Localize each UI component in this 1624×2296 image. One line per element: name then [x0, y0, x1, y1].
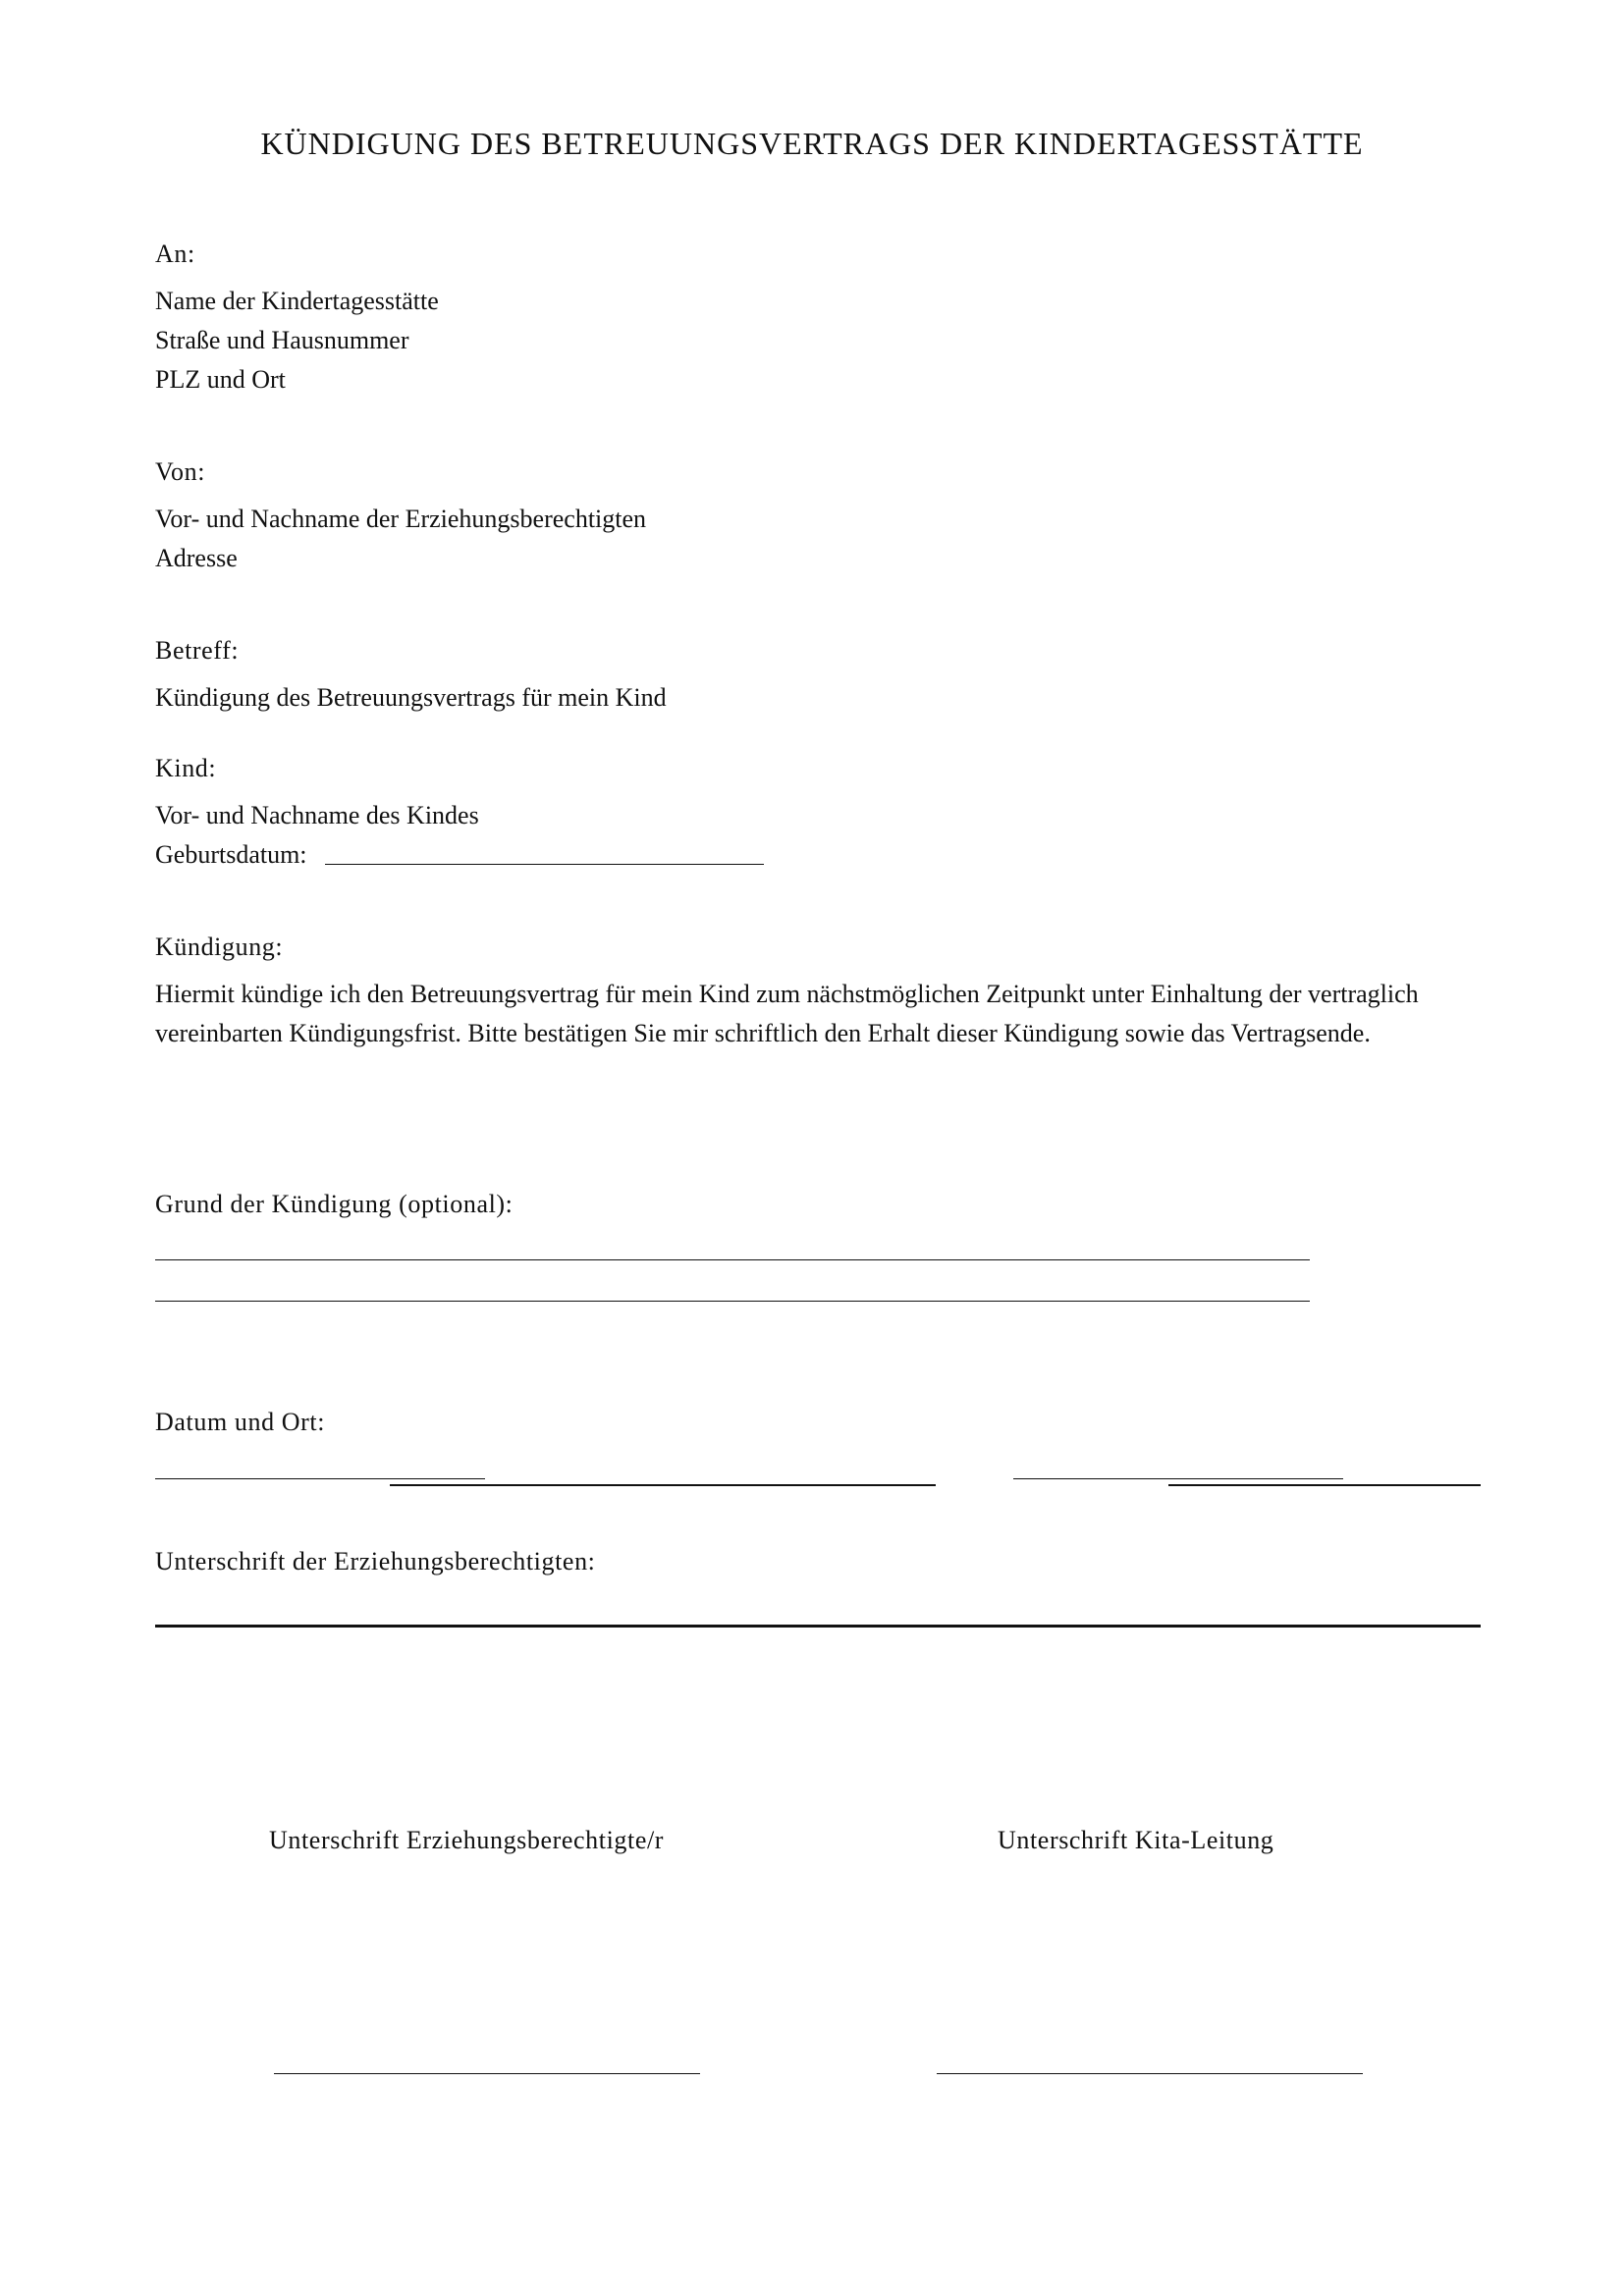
signature-line-parent[interactable]: [274, 2073, 700, 2074]
signature-label-kita: Unterschrift Kita-Leitung: [998, 1826, 1274, 1854]
datum-line-a[interactable]: [155, 1478, 485, 1479]
an-line-3: PLZ und Ort: [155, 365, 286, 394]
an-label: An:: [155, 240, 195, 268]
ort-line-a[interactable]: [1013, 1478, 1343, 1479]
von-label: Von:: [155, 457, 206, 486]
von-line-2: Adresse: [155, 544, 238, 572]
betreff-text: Kündigung des Betreuungsvertrags für mein Kind: [155, 683, 667, 712]
ort-line-b[interactable]: [1168, 1484, 1481, 1486]
kind-label: Kind:: [155, 754, 217, 782]
signature-label-parent: Unterschrift Erziehungsberechtigte/r: [269, 1826, 665, 1854]
datum-line-b[interactable]: [390, 1484, 936, 1486]
grund-line-1[interactable]: [155, 1259, 1310, 1260]
an-line-2: Straße und Hausnummer: [155, 326, 409, 354]
document-title: KÜNDIGUNG DES BETREUUNGSVERTRAGS DER KINDERTAGESSTÄTTE: [260, 126, 1364, 161]
signature-line-kita[interactable]: [937, 2073, 1363, 2074]
unterschrift-label: Unterschrift der Erziehungsberechtigten:: [155, 1547, 596, 1575]
grund-label: Grund der Kündigung (optional):: [155, 1190, 514, 1218]
geburtsdatum-label: Geburtsdatum:: [155, 840, 307, 869]
grund-line-2[interactable]: [155, 1301, 1310, 1302]
datum-ort-label: Datum und Ort:: [155, 1408, 326, 1436]
kind-name: Vor- und Nachname des Kindes: [155, 801, 479, 829]
von-line-1: Vor- und Nachname der Erziehungsberechtigten: [155, 505, 647, 533]
betreff-label: Betreff:: [155, 636, 240, 665]
kuendigung-label: Kündigung:: [155, 933, 284, 961]
an-line-1: Name der Kindertagesstätte: [155, 287, 439, 315]
unterschrift-line[interactable]: [155, 1625, 1481, 1628]
geburtsdatum-field[interactable]: [325, 864, 764, 865]
kuendigung-text: Hiermit kündige ich den Betreuungsvertrag für mein Kind zum nächstmöglichen Zeitpunkt unter Einhaltung der vertraglich vereinbarten Kündigungsfrist. Bitte bestätigen Sie mir schriftlich den Erhalt dieser Kündigung sowie das Vertragsende.: [155, 980, 1419, 1047]
